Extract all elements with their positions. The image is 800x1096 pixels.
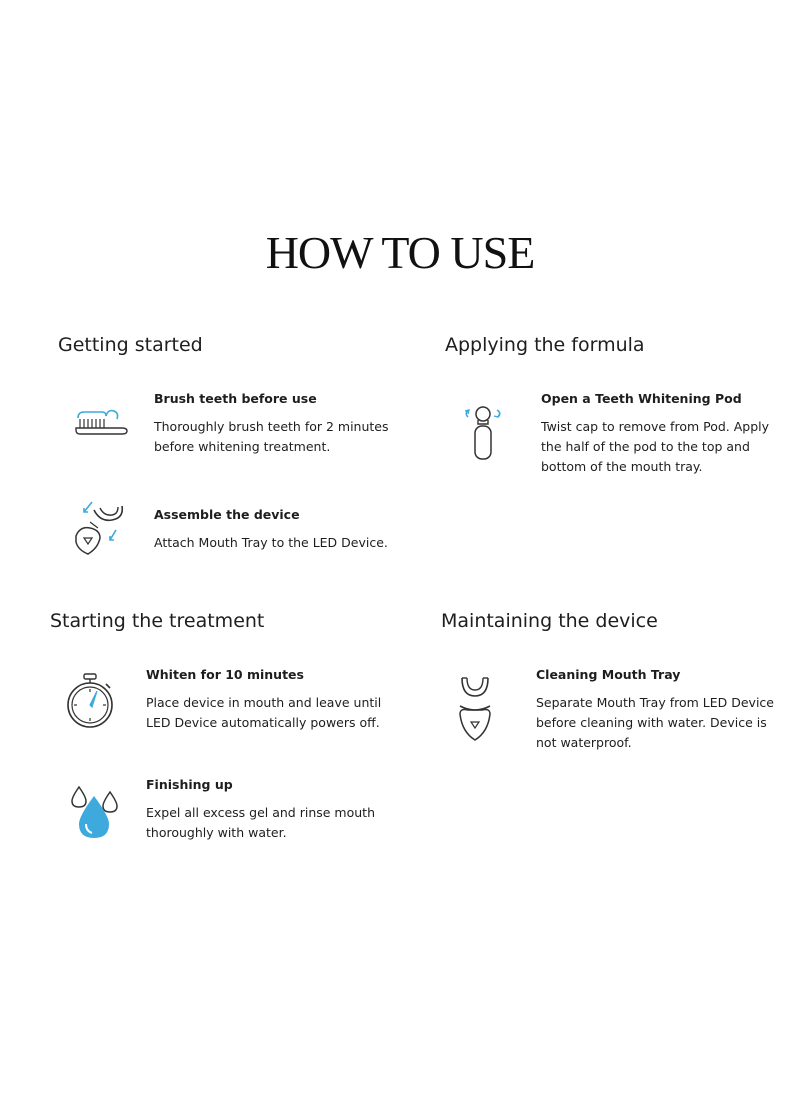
water-drops-icon [66, 784, 126, 842]
section-title-getting-started: Getting started [58, 334, 203, 356]
step-title: Assemble the device [154, 507, 300, 522]
step-brush-teeth [154, 391, 414, 457]
step-title: Cleaning Mouth Tray [536, 667, 681, 682]
step-finishing-up [146, 777, 406, 843]
step-description: Attach Mouth Tray to the LED Device. [154, 535, 388, 550]
page-title: HOW TO USE [265, 227, 535, 278]
step-open-pod [541, 391, 800, 477]
section-title-maintaining-device: Maintaining the device [441, 610, 658, 632]
whitening-pod-icon [458, 402, 508, 464]
step-description: Place device in mouth and leave until LED Device automatically powers off. [146, 695, 382, 730]
step-description: Expel all excess gel and rinse mouth thoroughly with water. [146, 805, 375, 840]
step-title: Whiten for 10 minutes [146, 667, 304, 682]
section-title-starting-treatment: Starting the treatment [50, 610, 265, 632]
toothbrush-icon [72, 400, 130, 440]
step-title: Brush teeth before use [154, 391, 317, 406]
step-description: Thoroughly brush teeth for 2 minutes before whitening treatment. [154, 419, 389, 454]
step-whiten-10-minutes [146, 667, 406, 733]
assemble-device-icon [70, 498, 134, 560]
step-cleaning-mouth-tray [536, 667, 796, 753]
step-assemble-device [154, 507, 414, 553]
step-title: Finishing up [146, 777, 233, 792]
mouth-tray-icon [454, 672, 496, 752]
stopwatch-icon [62, 672, 118, 730]
step-title: Open a Teeth Whitening Pod [541, 391, 742, 406]
section-title-applying-formula: Applying the formula [445, 334, 645, 356]
step-description: Separate Mouth Tray from LED Device before cleaning with water. Device is not waterproof. [536, 695, 774, 750]
step-description: Twist cap to remove from Pod. Apply the half of the pod to the top and bottom of the mouth tray. [541, 419, 770, 474]
